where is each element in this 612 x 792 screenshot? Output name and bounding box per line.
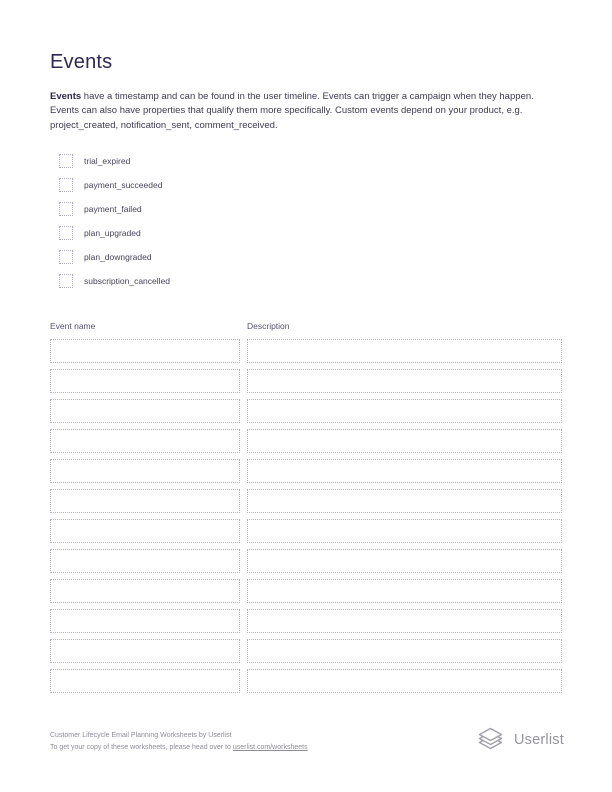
checklist-item-label: trial_expired [84,156,131,166]
footer-line1: Customer Lifecycle Email Planning Worksheets by Userlist [50,732,232,739]
event-name-field[interactable] [50,519,240,543]
checklist-item-label: plan_upgraded [84,228,141,238]
event-name-field[interactable] [50,639,240,663]
description-field[interactable] [247,669,562,693]
event-name-field[interactable] [50,339,240,363]
description-field[interactable] [247,489,562,513]
table-row [50,339,562,363]
event-name-field[interactable] [50,489,240,513]
table-row [50,579,562,603]
column-header-event-name: Event name [50,321,96,331]
table-row [50,549,562,573]
column-header-description: Description [247,321,290,331]
event-name-field[interactable] [50,369,240,393]
description-field[interactable] [247,429,562,453]
description-field[interactable] [247,399,562,423]
description-field[interactable] [247,549,562,573]
description-field[interactable] [247,579,562,603]
table-row [50,399,562,423]
brand-name: Userlist [514,732,564,748]
event-name-field[interactable] [50,609,240,633]
event-name-field[interactable] [50,459,240,483]
checkbox[interactable] [59,202,73,216]
table-row [50,669,562,693]
table-row [50,519,562,543]
description-field[interactable] [247,609,562,633]
checklist-item-label: plan_downgraded [84,252,152,262]
checklist-item [59,250,170,264]
checklist [59,154,170,288]
footer-line2 [50,742,308,754]
table-row [50,639,562,663]
worksheet-table-body [50,339,562,693]
worksheets-link[interactable]: userlist.com/worksheets [232,743,308,751]
table-row [50,369,562,393]
footer-line2-prefix: To get your copy of these worksheets, please head over to [50,743,233,751]
intro-body-text: have a timestamp and can be found in the user timeline. Events can trigger a campaign when they happen. Events can also have properties that qualify them more specifically. Custom events depend on your product, e.g. project_created, notification_sent, comment_received. [50,91,534,131]
footer-text [50,730,308,753]
description-field[interactable] [247,459,562,483]
checklist-item-label: subscription_cancelled [84,276,170,286]
event-name-field[interactable] [50,429,240,453]
checklist-item [59,274,170,288]
checkbox[interactable] [59,250,73,264]
checkbox[interactable] [59,274,73,288]
description-field[interactable] [247,369,562,393]
brand-lockup [476,725,564,755]
checkbox[interactable] [59,226,73,240]
page-title: Events [50,51,113,73]
table-row [50,489,562,513]
checklist-item [59,202,170,216]
worksheet-table [50,321,562,699]
checkbox[interactable] [59,154,73,168]
description-field[interactable] [247,339,562,363]
event-name-field[interactable] [50,399,240,423]
checklist-item-label: payment_succeeded [84,180,163,190]
layers-stack-icon [476,725,505,755]
checkbox[interactable] [59,178,73,192]
event-name-field[interactable] [50,549,240,573]
table-row [50,459,562,483]
checklist-item [59,226,170,240]
event-name-field[interactable] [50,669,240,693]
checklist-item [59,178,170,192]
table-row [50,609,562,633]
event-name-field[interactable] [50,579,240,603]
checklist-item-label: payment_failed [84,204,142,214]
intro-paragraph [50,90,548,133]
table-row [50,429,562,453]
intro-lead-word: Events [50,91,82,102]
description-field[interactable] [247,519,562,543]
checklist-item [59,154,170,168]
description-field[interactable] [247,639,562,663]
table-header-row [50,321,562,331]
